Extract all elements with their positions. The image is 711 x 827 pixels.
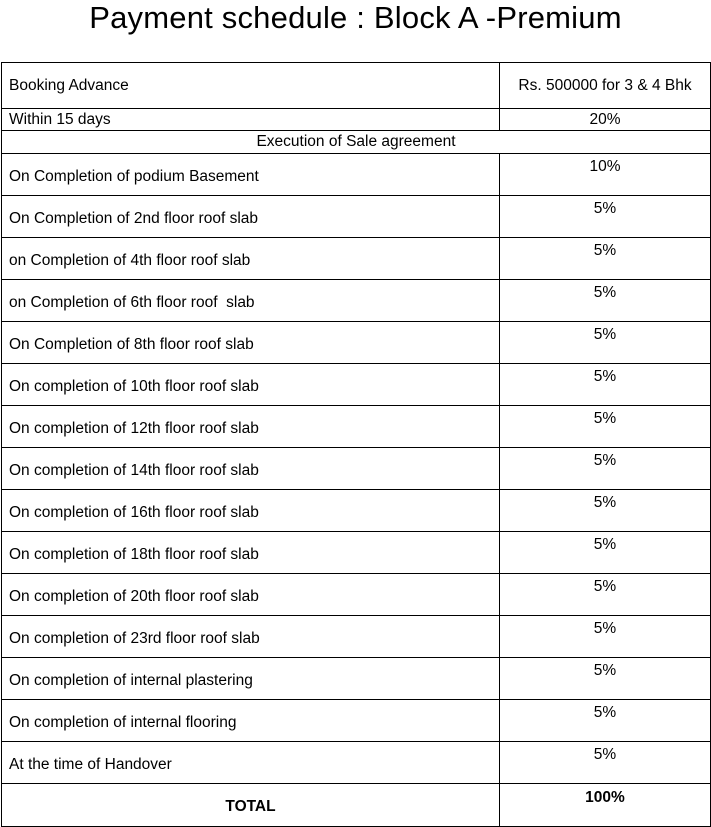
- table-row: [2, 196, 711, 238]
- table-row: [2, 574, 711, 616]
- table-row: [2, 700, 711, 742]
- milestone-amount: 5%: [500, 700, 711, 742]
- table-row: [2, 364, 711, 406]
- milestone-label: On completion of 20th floor roof slab: [2, 574, 500, 616]
- milestone-amount: 10%: [500, 154, 711, 196]
- milestone-amount: 5%: [500, 574, 711, 616]
- payment-schedule-table: [1, 62, 711, 827]
- execution-label: Execution of Sale agreement: [2, 131, 711, 154]
- table-row-total: [2, 784, 711, 827]
- booking-amount: Rs. 500000 for 3 & 4 Bhk: [500, 63, 711, 109]
- table-row: [2, 490, 711, 532]
- table-row: [2, 448, 711, 490]
- table-row: [2, 322, 711, 364]
- page-title: Payment schedule : Block A -Premium: [89, 0, 622, 35]
- milestone-label: On completion of 16th floor roof slab: [2, 490, 500, 532]
- total-label: TOTAL: [2, 784, 500, 827]
- milestone-label: On completion of 10th floor roof slab: [2, 364, 500, 406]
- milestone-amount: 5%: [500, 616, 711, 658]
- milestone-amount: 5%: [500, 196, 711, 238]
- booking-label: Booking Advance: [2, 63, 500, 109]
- total-amount: 100%: [500, 784, 711, 827]
- milestone-label: At the time of Handover: [2, 742, 500, 784]
- milestone-amount: 5%: [500, 322, 711, 364]
- table-row: [2, 154, 711, 196]
- milestone-amount: 5%: [500, 490, 711, 532]
- within-label: Within 15 days: [2, 109, 500, 131]
- table-row: [2, 280, 711, 322]
- milestone-amount: 5%: [500, 658, 711, 700]
- table-row-within-15-days: [2, 109, 711, 131]
- table-row: [2, 406, 711, 448]
- milestone-label: On completion of 12th floor roof slab: [2, 406, 500, 448]
- milestone-label: On Completion of 2nd floor roof slab: [2, 196, 500, 238]
- milestone-amount: 5%: [500, 448, 711, 490]
- table-row: [2, 616, 711, 658]
- milestone-label: on Completion of 4th floor roof slab: [2, 238, 500, 280]
- table-row-booking-advance: [2, 63, 711, 109]
- milestone-amount: 5%: [500, 742, 711, 784]
- milestone-label: On completion of internal plastering: [2, 658, 500, 700]
- milestone-label: On completion of 23rd floor roof slab: [2, 616, 500, 658]
- milestone-label: On Completion of podium Basement: [2, 154, 500, 196]
- milestone-label: on Completion of 6th floor roof slab: [2, 280, 500, 322]
- milestone-amount: 5%: [500, 238, 711, 280]
- within-amount: 20%: [500, 109, 711, 131]
- milestone-amount: 5%: [500, 364, 711, 406]
- table-row: [2, 658, 711, 700]
- table-row: [2, 742, 711, 784]
- table-row-execution: [2, 131, 711, 154]
- milestone-amount: 5%: [500, 406, 711, 448]
- milestone-amount: 5%: [500, 280, 711, 322]
- milestone-label: On completion of internal flooring: [2, 700, 500, 742]
- milestone-label: On Completion of 8th floor roof slab: [2, 322, 500, 364]
- table-row: [2, 532, 711, 574]
- milestone-amount: 5%: [500, 532, 711, 574]
- milestone-label: On completion of 18th floor roof slab: [2, 532, 500, 574]
- table-row: [2, 238, 711, 280]
- milestone-label: On completion of 14th floor roof slab: [2, 448, 500, 490]
